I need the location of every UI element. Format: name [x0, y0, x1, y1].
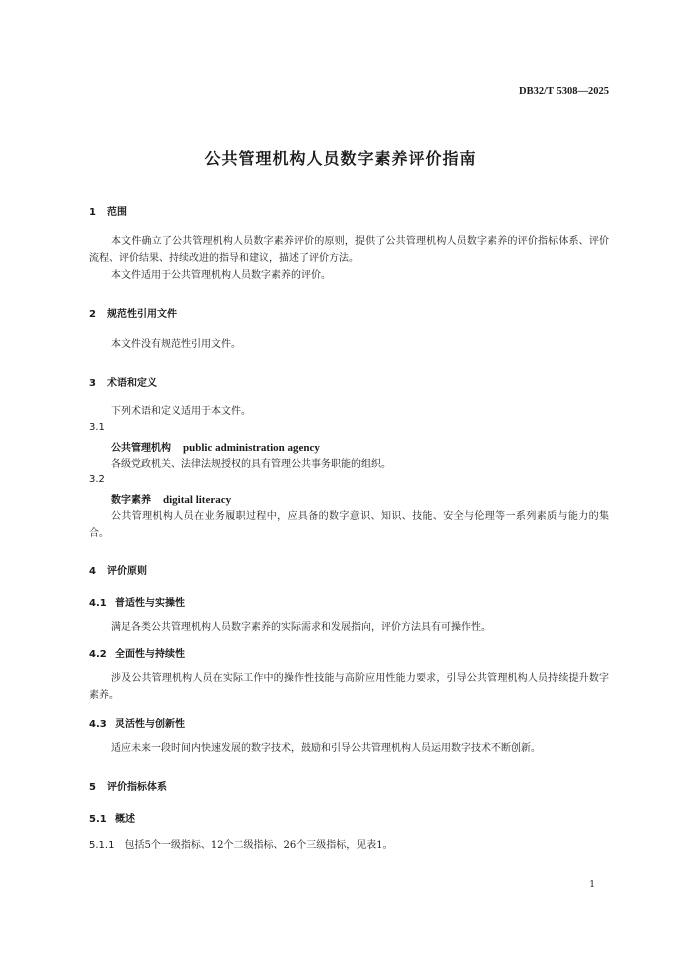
subsection-title: 概述: [115, 814, 135, 825]
term-entry: [111, 491, 231, 506]
paragraph: 本文件确立了公共管理机构人员数字素养评价的原则，提供了公共管理机构人员数字素养的评价指标体系、评价流程、评价结果、持续改进的指导和建议，描述了评价方法。: [89, 236, 609, 264]
term-english: public administration agency: [183, 442, 320, 454]
section-heading: [89, 203, 127, 218]
section-title: 规范性引用文件: [107, 309, 177, 320]
section-number: 4: [89, 566, 96, 577]
standard-code: DB32/T 5308—2025: [519, 86, 609, 97]
subsection-heading: [89, 645, 185, 660]
document-title: 公共管理机构人员数字素养评价指南: [204, 149, 477, 168]
clause: [89, 836, 393, 851]
term-definition: 各级党政机关、法律法规授权的具有管理公共事务职能的组织。: [111, 459, 391, 470]
section-title: 术语和定义: [107, 378, 157, 389]
term-chinese: 数字素养: [111, 495, 151, 506]
paragraph: 本文件适用于公共管理机构人员数字素养的评价。: [111, 270, 331, 281]
subsection-heading: [89, 594, 185, 609]
clause-text: 包括5个一级指标、12个二级指标、26个三级指标，见表1。: [124, 840, 393, 851]
section-number: 5: [89, 782, 96, 793]
subsection-number: 5.1: [89, 814, 107, 825]
section-number: 1: [89, 207, 96, 218]
term-number: 3.1: [89, 422, 105, 433]
subsection-number: 4.1: [89, 598, 107, 609]
term-entry: [111, 439, 320, 454]
subsection-title: 普适性与实操性: [115, 598, 185, 609]
section-heading: [89, 562, 147, 577]
paragraph: 满足各类公共管理机构人员数字素养的实际需求和发展指向，评价方法具有可操作性。: [111, 622, 491, 633]
section-title: 评价指标体系: [107, 782, 167, 793]
section-title: 范围: [107, 207, 127, 218]
section-number: 3: [89, 378, 96, 389]
section-heading: [89, 778, 167, 793]
subsection-number: 4.2: [89, 649, 107, 660]
subsection-title: 全面性与持续性: [115, 649, 185, 660]
paragraph: 涉及公共管理机构人员在实际工作中的操作性技能与高阶应用性能力要求，引导公共管理机构人员持续提升数字素养。: [89, 673, 609, 701]
paragraph: 下列术语和定义适用于本文件。: [111, 406, 251, 417]
subsection-title: 灵活性与创新性: [115, 719, 185, 730]
clause-number: 5.1.1: [89, 840, 115, 851]
paragraph: 适应未来一段时间内快速发展的数字技术，鼓励和引导公共管理机构人员运用数字技术不断创新。: [111, 743, 541, 754]
paragraph: 本文件没有规范性引用文件。: [111, 339, 241, 350]
section-heading: [89, 374, 157, 389]
subsection-number: 4.3: [89, 719, 107, 730]
page-number: 1: [589, 880, 595, 890]
term-english: digital literacy: [163, 494, 232, 506]
section-number: 2: [89, 309, 96, 320]
section-title: 评价原则: [107, 566, 147, 577]
term-number: 3.2: [89, 474, 105, 485]
section-heading: [89, 305, 177, 320]
subsection-heading: [89, 810, 135, 825]
term-definition: 公共管理机构人员在业务履职过程中，应具备的数字意识、知识、技能、安全与伦理等一系列素质与能力的集合。: [89, 511, 609, 539]
subsection-heading: [89, 715, 185, 730]
term-chinese: 公共管理机构: [111, 443, 171, 454]
